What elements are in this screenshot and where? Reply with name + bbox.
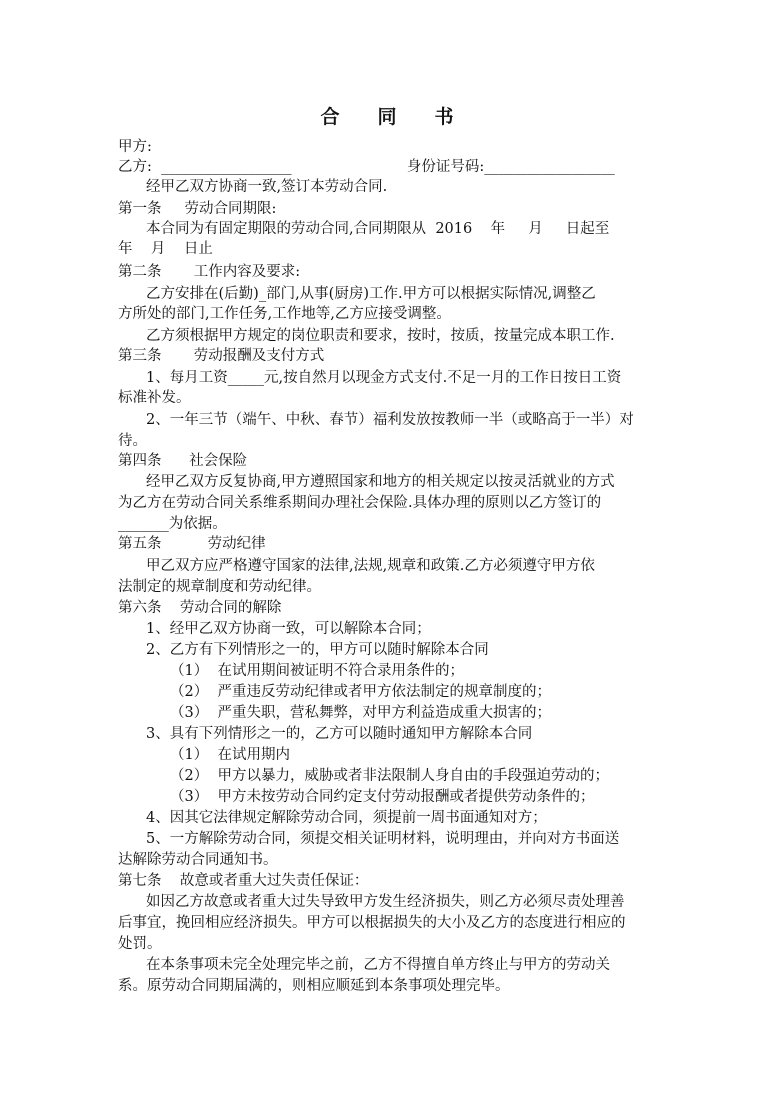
article-6-item: 5、一方解除劳动合同，须提交相关证明材料，说明理由，并向对方书面送	[146, 831, 620, 847]
article-4-text: 经甲乙双方反复协商,甲方遵照国家和地方的相关规定以按灵活就业的方式	[146, 474, 615, 490]
article-6-subitem: （1） 在试用期间被证明不符合录用条件的；	[170, 663, 464, 679]
intro-line: 经甲乙双方协商一致,签订本劳动合同.	[146, 179, 388, 195]
article-6-item: 4、因其它法律规定解除劳动合同，须提前一周书面通知对方；	[146, 810, 547, 826]
article-2-text: 乙方须根据甲方规定的岗位职责和要求，按时，按质，按量完成本职工作.	[146, 328, 615, 344]
article-6-item: 2、乙方有下列情形之一的，甲方可以随时解除本合同	[146, 642, 489, 658]
article-3-text: 待。	[118, 433, 147, 449]
article-7-text: 在本条事项未完全处理完毕之前，乙方不得擅自单方终止与甲方的劳动关	[146, 957, 610, 973]
article-5-heading: 第五条 劳动纪律	[118, 536, 266, 552]
article-2-heading: 第二条 工作内容及要求:	[118, 264, 301, 280]
article-2-text: 方所处的部门,工作任务,工作地等,乙方应接受调整。	[118, 306, 451, 322]
article-2-text: 乙方安排在(后勤)_部门,从事(厨房)工作.甲方可以根据实际情况,调整乙	[146, 286, 596, 302]
article-4-heading: 第四条 社会保险	[118, 453, 248, 469]
article-7-heading: 第七条 故意或者重大过失责任保证：	[118, 873, 369, 889]
article-6-subitem: （3） 甲方未按劳动合同约定支付劳动报酬或者提供劳动条件的；	[170, 789, 595, 805]
article-6-item: 达解除劳动合同通知书。	[118, 852, 278, 868]
article-6-item: 1、经甲乙双方协商一致，可以解除本合同；	[146, 621, 431, 637]
article-1-text: 本合同为有固定期限的劳动合同,合同期限从 2016 年 月 日起至	[146, 221, 610, 237]
article-4-text: _______为依据。	[118, 516, 227, 532]
article-6-subitem: （2） 严重违反劳动纪律或者甲方依法制定的规章制度的；	[170, 684, 551, 700]
article-3-heading: 第三条 劳动报酬及支付方式	[118, 348, 325, 364]
party-a-line: 甲方:	[118, 139, 152, 155]
article-6-subitem: （1） 在试用期内	[170, 747, 290, 763]
article-6-item: 3、具有下列情形之一的，乙方可以随时通知甲方解除本合同	[146, 726, 533, 742]
article-3-text: 标准补发。	[118, 390, 191, 406]
article-7-text: 处罚。	[118, 936, 162, 952]
article-1-text: 年 月 日止	[118, 241, 213, 257]
article-1-heading: 第一条 劳动合同期限:	[118, 201, 277, 217]
article-6-subitem: （2） 甲方以暴力，威胁或者非法限制人身自由的手段强迫劳动的；	[170, 768, 609, 784]
document-title: 合 同 书	[320, 106, 454, 128]
article-4-text: 为乙方在劳动合同关系维系期间办理社会保险.具体办理的原则以乙方签订的	[118, 495, 602, 511]
article-6-heading: 第六条 劳动合同的解除	[118, 600, 282, 616]
article-7-text: 后事宜，挽回相应经济损失。甲方可以根据损失的大小及乙方的态度进行相应的	[118, 915, 626, 931]
article-5-text: 甲乙双方应严格遵守国家的法律,法规,规章和政策.乙方必须遵守甲方依	[146, 558, 595, 574]
party-b-line: 乙方: __________________ 身份证号码:__________________	[118, 159, 615, 175]
article-5-text: 法制定的规章制度和劳动纪律。	[118, 579, 321, 595]
article-7-text: 系。原劳动合同期届满的，则相应顺延到本条事项处理完毕。	[118, 978, 510, 994]
article-3-text: 2、一年三节（端午、中秋、春节）福利发放按教师一半（或略高于一半）对	[146, 412, 634, 428]
article-6-subitem: （3） 严重失职，营私舞弊，对甲方利益造成重大损害的；	[170, 705, 551, 721]
article-7-text: 如因乙方故意或者重大过失导致甲方发生经济损失，则乙方必须尽责处理善	[146, 894, 625, 910]
article-3-text: 1、每月工资_____元,按自然月以现金方式支付.不足一月的工作日按日工资	[146, 370, 622, 386]
